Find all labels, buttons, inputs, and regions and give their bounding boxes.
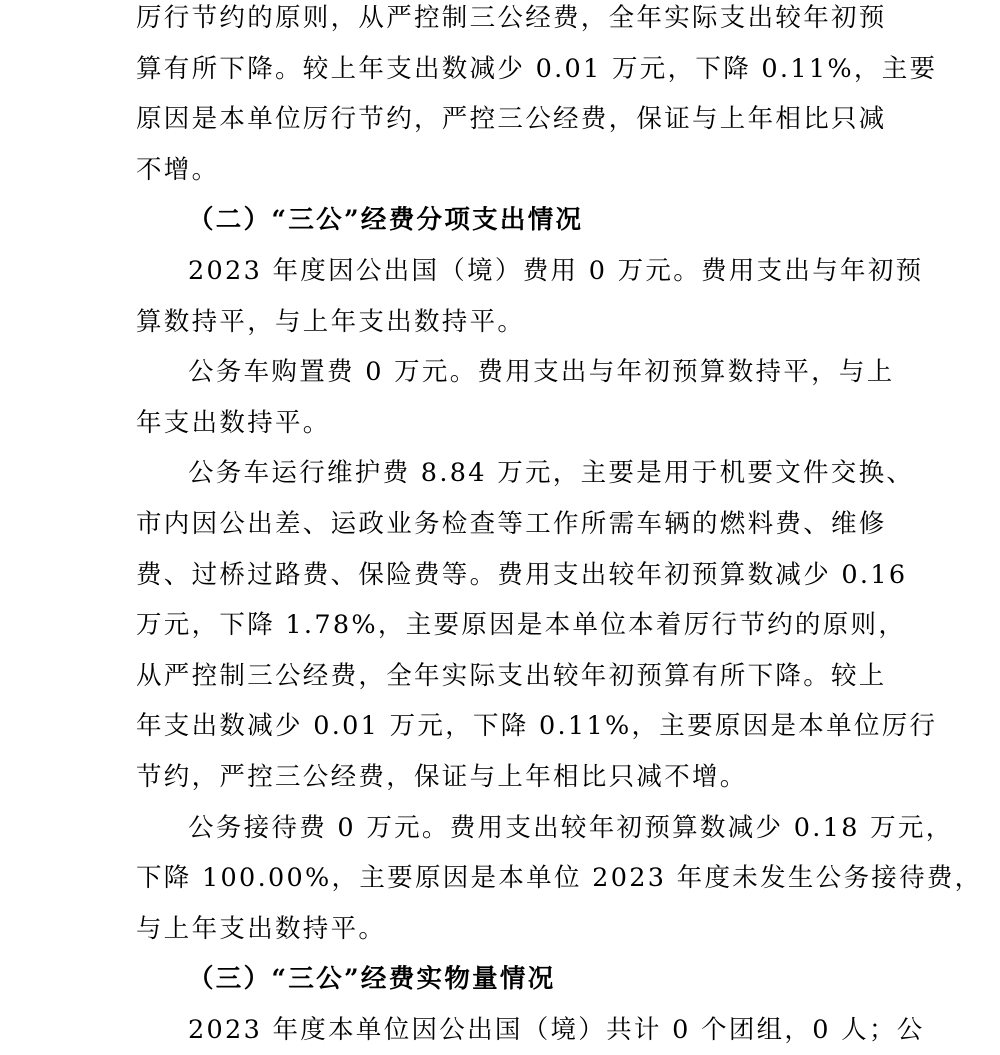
body-text-line: 市内因公出差、运政业务检查等工作所需车辆的燃料费、维修	[136, 508, 887, 539]
paragraph-first-line: 公务接待费 0 万元。费用支出较年初预算数减少 0.18 万元，	[188, 812, 954, 843]
body-text-line: 费、过桥过路费、保险费等。费用支出较年初预算数减少 0.16	[136, 559, 908, 590]
paragraph-first-line: 公务车购置费 0 万元。费用支出与年初预算数持平，与上	[188, 357, 895, 388]
body-text-line: 厉行节约的原则，从严控制三公经费，全年实际支出较年初预	[136, 3, 887, 33]
body-text-line: 算有所下降。较上年支出数减少 0.01 万元，下降 0.11%，主要	[136, 53, 938, 84]
section-heading: （三）“三公”经费实物量情况	[188, 964, 556, 995]
body-text-line: 不增。	[136, 154, 220, 185]
body-text-line: 下降 100.00%，主要原因是本单位 2023 年度未发生公务接待费，	[136, 863, 983, 894]
body-text-line: 万元，下降 1.78%，主要原因是本单位本着厉行节约的原则，	[136, 610, 907, 641]
document-page	[136, 0, 983, 1055]
body-text-line: 算数持平，与上年支出数持平。	[136, 306, 526, 337]
paragraph-first-line: 2023 年度因公出国（境）费用 0 万元。费用支出与年初预	[188, 255, 924, 286]
section-heading: （二）“三公”经费分项支出情况	[188, 205, 584, 236]
body-text-line: 年支出数减少 0.01 万元，下降 0.11%，主要原因是本单位厉行	[136, 711, 938, 742]
body-text-line: 原因是本单位厉行节约，严控三公经费，保证与上年相比只减	[136, 104, 887, 135]
body-text-line: 从严控制三公经费，全年实际支出较年初预算有所下降。较上	[136, 660, 887, 691]
body-text-line: 年支出数持平。	[136, 407, 331, 438]
paragraph-first-line: 公务车运行维护费 8.84 万元，主要是用于机要文件交换、	[188, 458, 915, 489]
paragraph-first-line: 2023 年度本单位因公出国（境）共计 0 个团组，0 人；公	[188, 1014, 925, 1045]
body-text-line: 与上年支出数持平。	[136, 913, 387, 944]
body-text-line: 节约，严控三公经费，保证与上年相比只减不增。	[136, 761, 748, 792]
